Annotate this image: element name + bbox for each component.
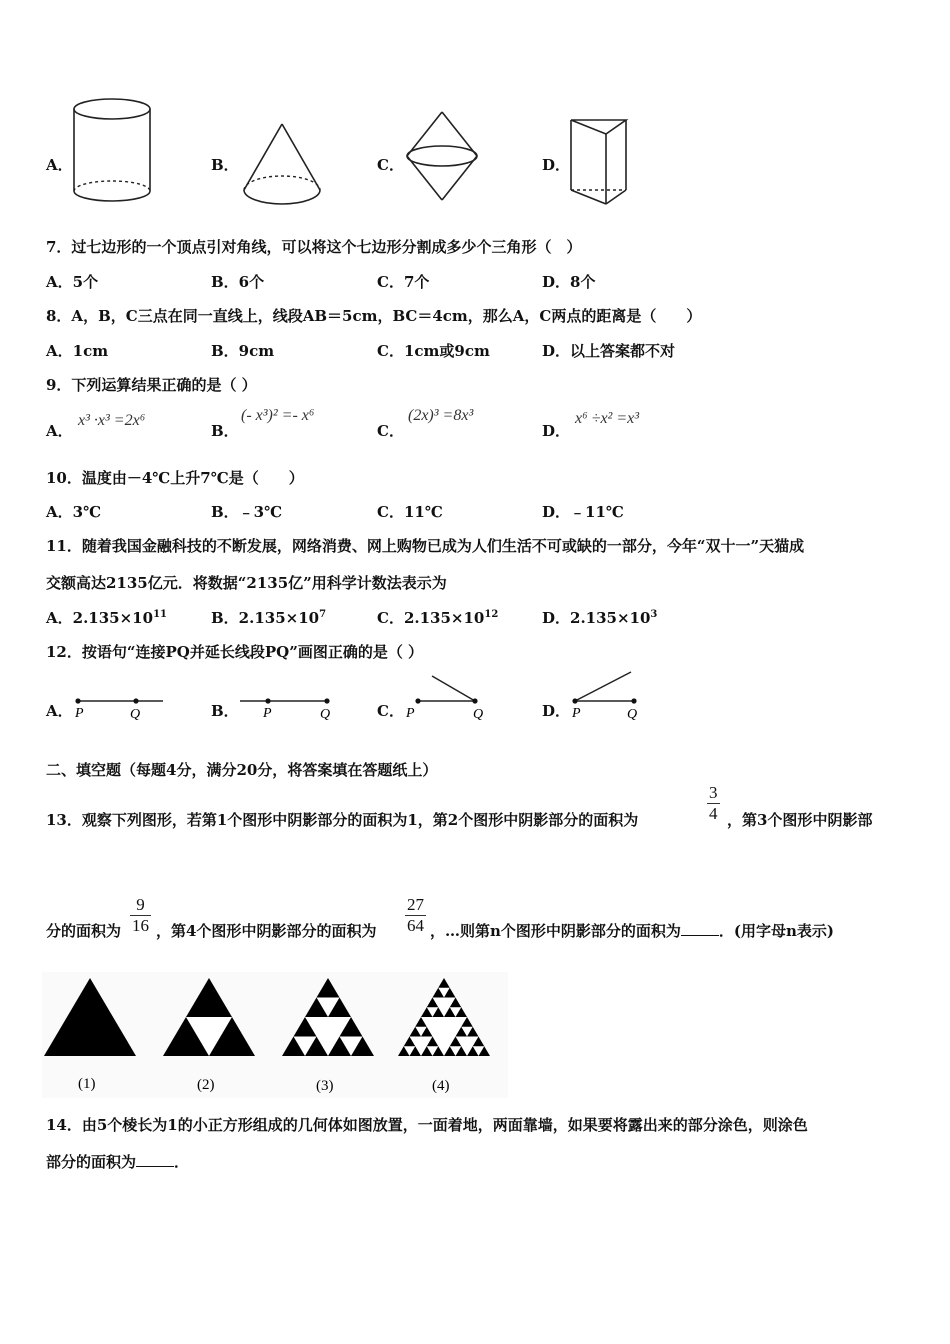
q12-c-p-label: P xyxy=(406,706,415,721)
answer-blank xyxy=(681,921,719,936)
q14-line2-pre: 部分的面积为 xyxy=(46,1153,137,1171)
q12-option-a-label: A． xyxy=(46,702,73,720)
q12-option-c-label: C． xyxy=(377,702,404,720)
q11-option-c-base: C．2.135×10 xyxy=(377,609,485,627)
q9-option-a xyxy=(46,420,73,441)
q12-c-q-label: Q xyxy=(473,707,484,722)
q12-option-d-figure xyxy=(566,664,666,724)
q6-option-d-label: D． xyxy=(542,156,571,174)
q7-option-b: B．6个 xyxy=(211,273,265,291)
q11-stem-line2: 交额高达2135亿元．将数据“2135亿”用科学计数法表示为 xyxy=(46,574,447,592)
figure-label-1: (1) xyxy=(78,1076,96,1092)
triangular-prism-figure xyxy=(566,112,636,214)
q13-frac2-den: 16 xyxy=(132,916,149,935)
q12-option-b-label: B． xyxy=(211,702,239,720)
q10-option-a: A．3℃ xyxy=(46,503,102,521)
q9-option-d-label: D． xyxy=(542,422,571,440)
q12-a-q-label: Q xyxy=(130,707,141,722)
q14-line2-post: ． xyxy=(174,1153,190,1171)
q9-option-c xyxy=(377,420,404,441)
q7-option-a: A．5个 xyxy=(46,273,99,291)
q11-option-d-base: D．2.135×10 xyxy=(542,609,651,627)
q7-option-d: D．8个 xyxy=(542,273,596,291)
q7-option-c: C．7个 xyxy=(377,273,430,291)
q10-option-c: C．11℃ xyxy=(377,503,443,521)
q13-fraction-3-4 xyxy=(707,783,720,824)
q9-option-a-label: A． xyxy=(46,422,73,440)
q12-option-b-figure xyxy=(236,684,336,724)
figure-label-3: (3) xyxy=(316,1078,334,1094)
q9-option-a-expr: x³ ·x³ =2x⁶ xyxy=(78,412,146,429)
q13-frac1-num: 3 xyxy=(709,783,718,802)
q8-option-c: C．1cm或9cm xyxy=(377,342,490,360)
section-heading: 二、填空题（每题4分，满分20分，将答案填在答题纸上） xyxy=(46,761,438,779)
figure-label-4: (4) xyxy=(432,1078,450,1094)
q13-part5-wrap xyxy=(430,920,834,941)
q13-part2: ，第3个图形中阴影部 xyxy=(727,811,873,829)
q13-part5: ，…则第n个图形中阴影部分的面积为 xyxy=(430,922,681,940)
q11-option-a-exp: 11 xyxy=(153,609,167,620)
q10-stem: 10．温度由－4℃上升7℃是（ ） xyxy=(46,469,304,487)
q13-fraction-9-16 xyxy=(130,895,151,936)
q13-part1: 13．观察下列图形，若第1个图形中阴影部分的面积为1，第2个图形中阴影部分的面积为 xyxy=(46,811,639,829)
q11-option-b-base: B．2.135×10 xyxy=(211,609,320,627)
q13-part3: 分的面积为 xyxy=(46,922,122,940)
q12-d-q-label: Q xyxy=(627,707,638,722)
figure-label-2: (2) xyxy=(197,1077,215,1093)
q11-option-c-exp: 12 xyxy=(484,609,499,620)
q8-option-b: B．9cm xyxy=(211,342,275,360)
q9-option-b-label: B． xyxy=(211,422,239,440)
q13-fraction-27-64 xyxy=(405,895,426,936)
q14-line2 xyxy=(46,1151,189,1172)
q13-part6: ．(用字母n表示) xyxy=(718,922,835,940)
q11-stem-line1: 11．随着我国金融科技的不断发展，网络消费、网上购物已成为人们生活不可或缺的一部分，今年“双十一”天猫成 xyxy=(46,537,805,555)
q12-option-d-label: D． xyxy=(542,702,571,720)
q9-stem: 9．下列运算结果正确的是（ ） xyxy=(46,376,257,394)
q8-option-d: D．以上答案都不对 xyxy=(542,342,676,360)
q13-frac3-num: 27 xyxy=(407,895,424,914)
q9-option-c-label: C． xyxy=(377,422,404,440)
q12-option-a-figure xyxy=(70,684,170,724)
q9-option-b xyxy=(211,420,239,441)
q12-stem: 12．按语句“连接PQ并延长线段PQ”画图正确的是（ ） xyxy=(46,643,424,661)
q11-option-b xyxy=(211,607,326,628)
sierpinski-figures xyxy=(42,972,508,1098)
q9-option-d xyxy=(542,420,570,441)
q11-option-a xyxy=(46,607,167,628)
q9-option-b-expr: (- x³)² =- x⁶ xyxy=(241,407,315,424)
q11-option-d xyxy=(542,607,657,628)
q6-option-b-label: B． xyxy=(211,156,239,174)
q12-b-q-label: Q xyxy=(320,707,331,722)
q10-option-b: B．﹣3℃ xyxy=(211,503,283,521)
answer-blank xyxy=(136,1152,174,1167)
q13-frac3-den: 64 xyxy=(407,916,424,935)
q11-option-a-base: A．2.135×10 xyxy=(46,609,154,627)
q9-option-d-expr: x⁶ ÷x² =x³ xyxy=(575,410,640,427)
q7-stem: 7．过七边形的一个顶点引对角线，可以将这个七边形分割成多少个三角形（ ） xyxy=(46,238,582,256)
q13-part4: ，第4个图形中阴影部分的面积为 xyxy=(156,922,377,940)
q6-option-c-label: C． xyxy=(377,156,404,174)
q6-option-a-label: A． xyxy=(46,156,73,174)
q11-option-c xyxy=(377,607,498,628)
q8-stem: 8．A，B，C三点在同一直线上，线段AB＝5cm，BC＝4cm，那么A，C两点的距离是（ ） xyxy=(46,307,702,325)
q10-option-d: D．﹣11℃ xyxy=(542,503,624,521)
q11-option-d-exp: 3 xyxy=(650,609,658,620)
q11-option-b-exp: 7 xyxy=(319,609,327,620)
q12-a-p-label: P xyxy=(75,706,84,721)
cylinder-figure xyxy=(70,96,160,214)
q8-option-a: A．1cm xyxy=(46,342,109,360)
q9-option-c-expr: (2x)³ =8x³ xyxy=(408,407,474,424)
cone-figure xyxy=(236,118,328,214)
q12-d-p-label: P xyxy=(572,706,581,721)
q13-frac1-den: 4 xyxy=(709,804,718,823)
q12-option-c-figure xyxy=(402,664,502,724)
q14-line1: 14．由5个棱长为1的小正方形组成的几何体如图放置，一面着地，两面靠墙，如果要将露出来的部分涂色，则涂色 xyxy=(46,1116,808,1134)
q13-frac2-num: 9 xyxy=(130,895,151,916)
q12-b-p-label: P xyxy=(263,706,272,721)
double-cone-figure xyxy=(402,106,482,208)
